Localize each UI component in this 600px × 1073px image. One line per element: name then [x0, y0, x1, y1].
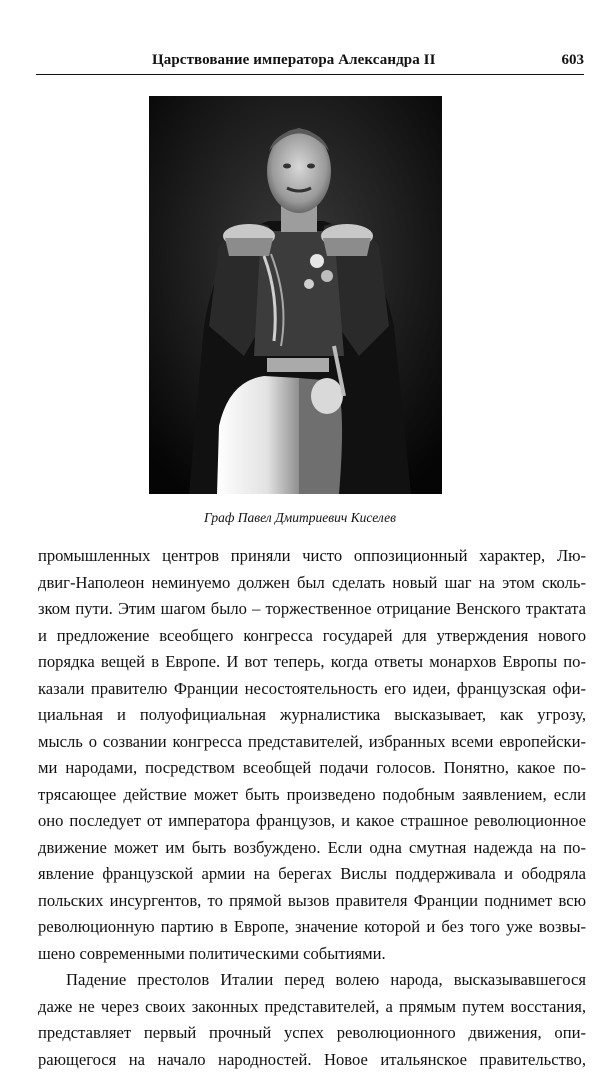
text-line: трясающее действие может быть произведено подобным заявлением, если — [38, 782, 586, 809]
text-line: представляет первый прочный успех революционного движения, опи- — [38, 1020, 586, 1047]
paragraph-2 — [38, 967, 586, 1073]
running-header — [36, 48, 584, 75]
body-text — [38, 543, 586, 1073]
text-line: ми народами, посредством всеобщей подачи голосов. Понятно, какое по- — [38, 755, 586, 782]
text-line: двиг-Наполеон неминуемо должен был сделать новый шаг на этом сколь- — [38, 570, 586, 597]
text-line: Падение престолов Италии перед волею народа, высказывавшегося — [38, 967, 586, 994]
text-line: оно последует от императора французов, и какое страшное революционное — [38, 808, 586, 835]
text-line: и предложение всеобщего конгресса государей для утверждения нового — [38, 623, 586, 650]
text-line: казали правителю Франции несостоятельность его идеи, французская офи- — [38, 676, 586, 703]
text-line: польских инсургентов, то прямой вызов правителя Франции поднимет всю — [38, 888, 586, 915]
text-line: даже не через своих законных представителей, а прямым путем восстания, — [38, 994, 586, 1021]
text-line: рающегося на начало народностей. Новое итальянское правительство, — [38, 1047, 586, 1073]
text-line: циальная и полуофициальная журналистика высказывает, как угрозу, — [38, 702, 586, 729]
portrait-illustration — [149, 96, 442, 494]
paragraph-1 — [38, 543, 586, 967]
portrait-image — [149, 96, 442, 494]
text-line: порядка вещей в Европе. И вот теперь, когда ответы монархов Европы по- — [38, 649, 586, 676]
text-line: промышленных центров приняли чисто оппозиционный характер, Лю- — [38, 543, 586, 570]
running-header-title: Царствование императора Александра II — [152, 52, 436, 69]
text-line: движение может им быть возбуждено. Если одна смутная надежда на по- — [38, 835, 586, 862]
text-line: мысль о созвании конгресса представителей, избранных всеми европейски- — [38, 729, 586, 756]
text-line: шено современными политическими событиями. — [38, 941, 586, 968]
text-line: зком пути. Этим шагом было – торжественное отрицание Венского трактата — [38, 596, 586, 623]
page-number: 603 — [562, 52, 585, 69]
text-line: революционную партию в Европе, значение которой и без того уже возвы- — [38, 914, 586, 941]
figure-caption: Граф Павел Дмитриевич Киселев — [0, 510, 600, 526]
text-line: явление французской армии на берегах Вислы поддерживала и ободряла — [38, 861, 586, 888]
